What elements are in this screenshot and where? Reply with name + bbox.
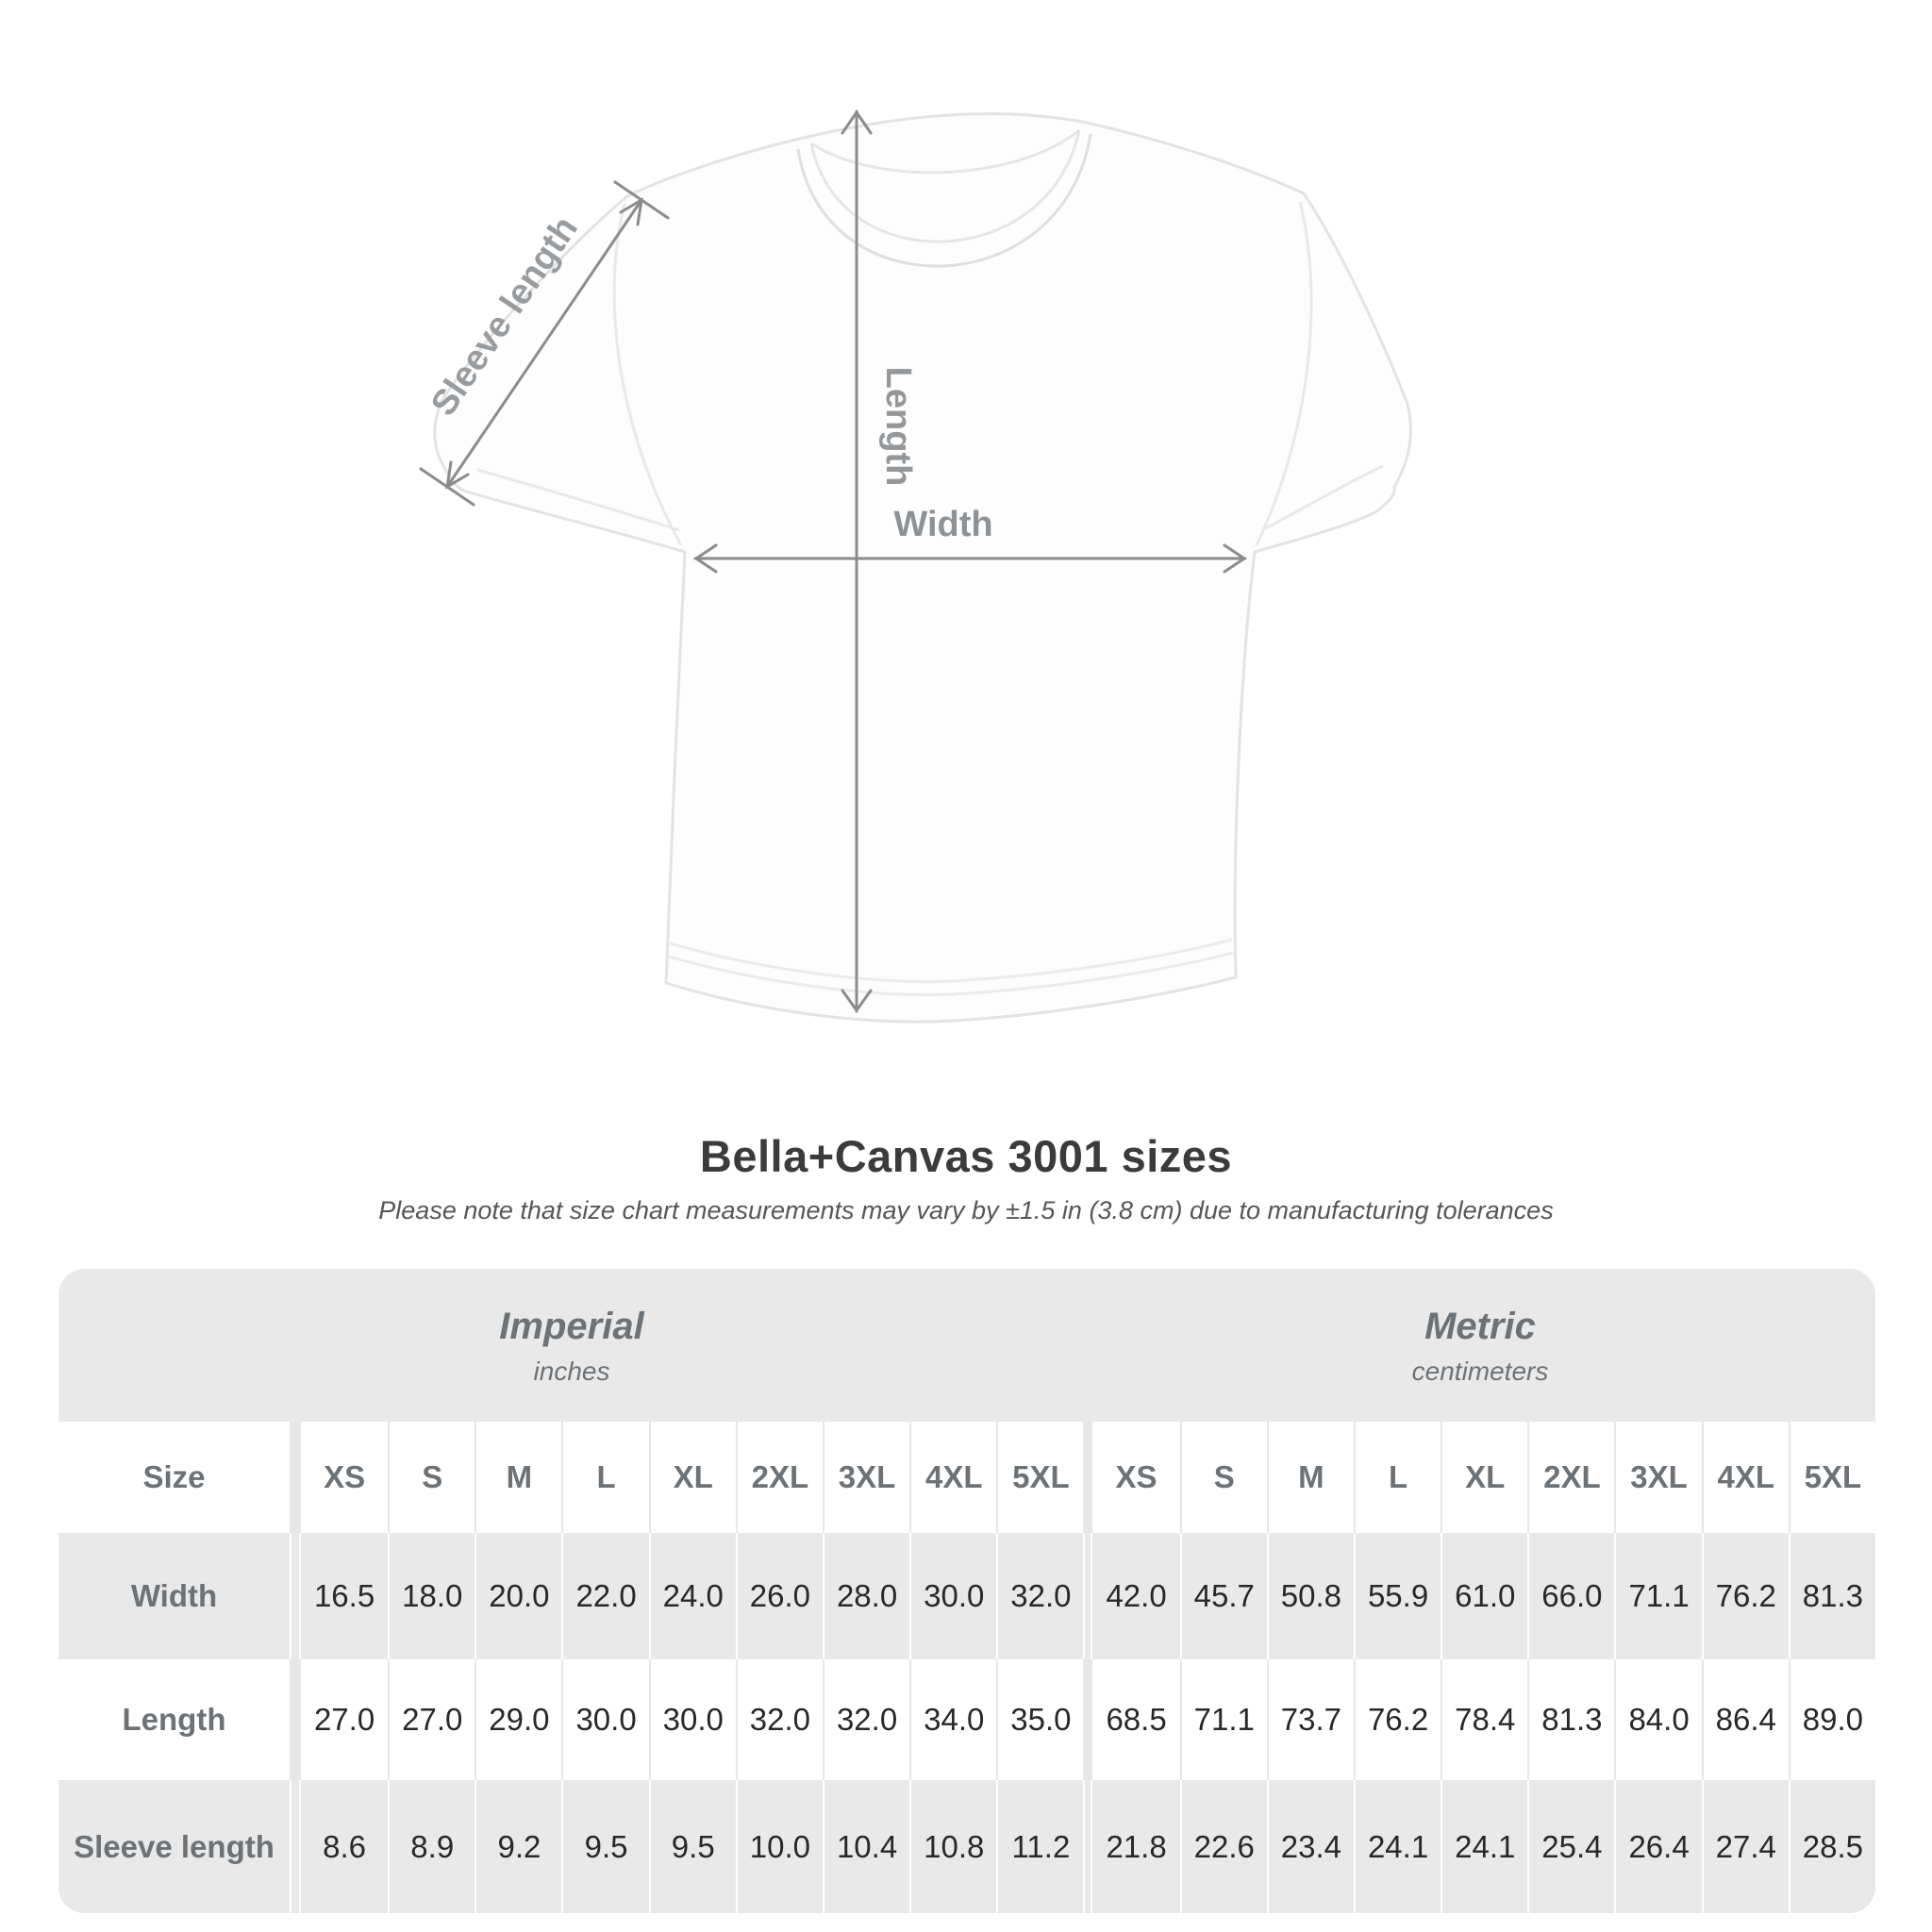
value-cell: 27.0 [313, 1702, 375, 1737]
value-cell: 10.4 [823, 1780, 909, 1913]
value-cell: 26.0 [736, 1533, 823, 1659]
value-cell: 61.0 [1441, 1533, 1527, 1659]
value-cell: 84.0 [1614, 1659, 1701, 1780]
value-cell: 71.1 [1180, 1659, 1267, 1780]
value-cell: 18.0 [388, 1533, 475, 1659]
value-cell: 55.9 [1354, 1533, 1441, 1659]
value-cell: 22.6 [1180, 1780, 1267, 1913]
value-cell: 10.0 [736, 1780, 823, 1913]
value-cell: 8.6 [323, 1828, 367, 1864]
imperial-heading: Imperial [499, 1306, 644, 1347]
sleeve-length-label: Sleeve length [424, 208, 586, 424]
size-header-cell: XS [1115, 1459, 1158, 1494]
value-cell: 9.2 [475, 1780, 561, 1913]
size-header-cell: XL [1441, 1422, 1527, 1533]
value-cell: 24.1 [1441, 1780, 1527, 1913]
tshirt-illustration [435, 114, 1411, 1023]
value-cell: 30.0 [649, 1659, 736, 1780]
row-label: Length [122, 1702, 226, 1737]
length-label: Length [878, 366, 918, 487]
value-cell: 28.0 [823, 1533, 909, 1659]
unit-section-imperial [58, 1269, 1085, 1422]
value-cell: 45.7 [1180, 1533, 1267, 1659]
size-header-cell: S [1180, 1422, 1267, 1533]
size-header-cell: XL [649, 1422, 736, 1533]
value-cell: 25.4 [1527, 1780, 1614, 1913]
value-cell: 16.5 [313, 1578, 375, 1613]
value-cell: 32.0 [996, 1533, 1083, 1659]
size-header-cell: L [561, 1422, 648, 1533]
size-header-cell: 3XL [823, 1422, 909, 1533]
size-header-cell: 2XL [736, 1422, 823, 1533]
value-cell: 27.0 [388, 1659, 475, 1780]
value-cell: 26.4 [1614, 1780, 1701, 1913]
value-cell: 11.2 [996, 1780, 1083, 1913]
value-cell: 34.0 [909, 1659, 996, 1780]
value-cell: 20.0 [475, 1533, 561, 1659]
table-row [58, 1780, 1875, 1913]
table-row [58, 1533, 1875, 1659]
value-cell: 50.8 [1267, 1533, 1354, 1659]
width-label: Width [893, 505, 993, 544]
value-cell: 9.5 [649, 1780, 736, 1913]
value-cell: 28.5 [1789, 1780, 1875, 1913]
size-header-cell: S [388, 1422, 475, 1533]
column-gap [290, 1659, 301, 1780]
size-header-cell: 5XL [1789, 1422, 1875, 1533]
size-header-cell: L [1354, 1422, 1441, 1533]
column-gap [290, 1780, 301, 1913]
value-cell: 32.0 [736, 1659, 823, 1780]
size-table [58, 1422, 1875, 1913]
value-cell: 81.3 [1789, 1533, 1875, 1659]
corner-label: Size [142, 1459, 206, 1494]
column-gap [290, 1422, 301, 1533]
value-cell: 68.5 [1106, 1702, 1167, 1737]
column-gap [1083, 1533, 1092, 1659]
row-label: Sleeve length [74, 1828, 275, 1864]
value-cell: 42.0 [1106, 1578, 1167, 1613]
value-cell: 24.0 [649, 1533, 736, 1659]
column-gap [1083, 1659, 1092, 1780]
value-cell: 89.0 [1789, 1659, 1875, 1780]
size-header-cell: 5XL [996, 1422, 1083, 1533]
size-header-cell: M [1267, 1422, 1354, 1533]
column-gap [1083, 1422, 1092, 1533]
size-header-cell: 3XL [1614, 1422, 1701, 1533]
page-title: Bella+Canvas 3001 sizes [699, 1131, 1233, 1181]
value-cell: 76.2 [1702, 1533, 1789, 1659]
value-cell: 30.0 [561, 1659, 648, 1780]
column-gap [1083, 1780, 1092, 1913]
value-cell: 29.0 [475, 1659, 561, 1780]
value-cell: 32.0 [823, 1659, 909, 1780]
unit-section-metric [1085, 1269, 1875, 1422]
value-cell: 76.2 [1354, 1659, 1441, 1780]
size-header-cell: XS [324, 1459, 366, 1494]
value-cell: 9.5 [561, 1780, 648, 1913]
row-label: Width [130, 1578, 218, 1613]
table-row [58, 1659, 1875, 1780]
value-cell: 30.0 [909, 1533, 996, 1659]
metric-unit: centimeters [1411, 1357, 1549, 1386]
value-cell: 81.3 [1527, 1659, 1614, 1780]
value-cell: 22.0 [561, 1533, 648, 1659]
size-header-cell: 2XL [1527, 1422, 1614, 1533]
value-cell: 78.4 [1441, 1659, 1527, 1780]
value-cell: 86.4 [1702, 1659, 1789, 1780]
size-header-cell: 4XL [1702, 1422, 1789, 1533]
value-cell: 71.1 [1614, 1533, 1701, 1659]
unit-header-band [58, 1269, 1875, 1422]
column-gap [290, 1533, 301, 1659]
value-cell: 27.4 [1702, 1780, 1789, 1913]
value-cell: 23.4 [1267, 1780, 1354, 1913]
value-cell: 8.9 [388, 1780, 475, 1913]
value-cell: 73.7 [1267, 1659, 1354, 1780]
size-chart-panel [58, 1269, 1875, 1913]
value-cell: 10.8 [909, 1780, 996, 1913]
size-header-cell: 4XL [909, 1422, 996, 1533]
value-cell: 21.8 [1106, 1828, 1167, 1864]
size-header-cell: M [475, 1422, 561, 1533]
value-cell: 66.0 [1527, 1533, 1614, 1659]
metric-heading: Metric [1424, 1306, 1536, 1347]
table-row [58, 1422, 1875, 1533]
imperial-unit: inches [533, 1357, 610, 1386]
value-cell: 24.1 [1354, 1780, 1441, 1913]
value-cell: 35.0 [996, 1659, 1083, 1780]
tolerance-note: Please note that size chart measurements may vary by ±1.5 in (3.8 cm) due to manufacturing tolerances [378, 1196, 1554, 1224]
